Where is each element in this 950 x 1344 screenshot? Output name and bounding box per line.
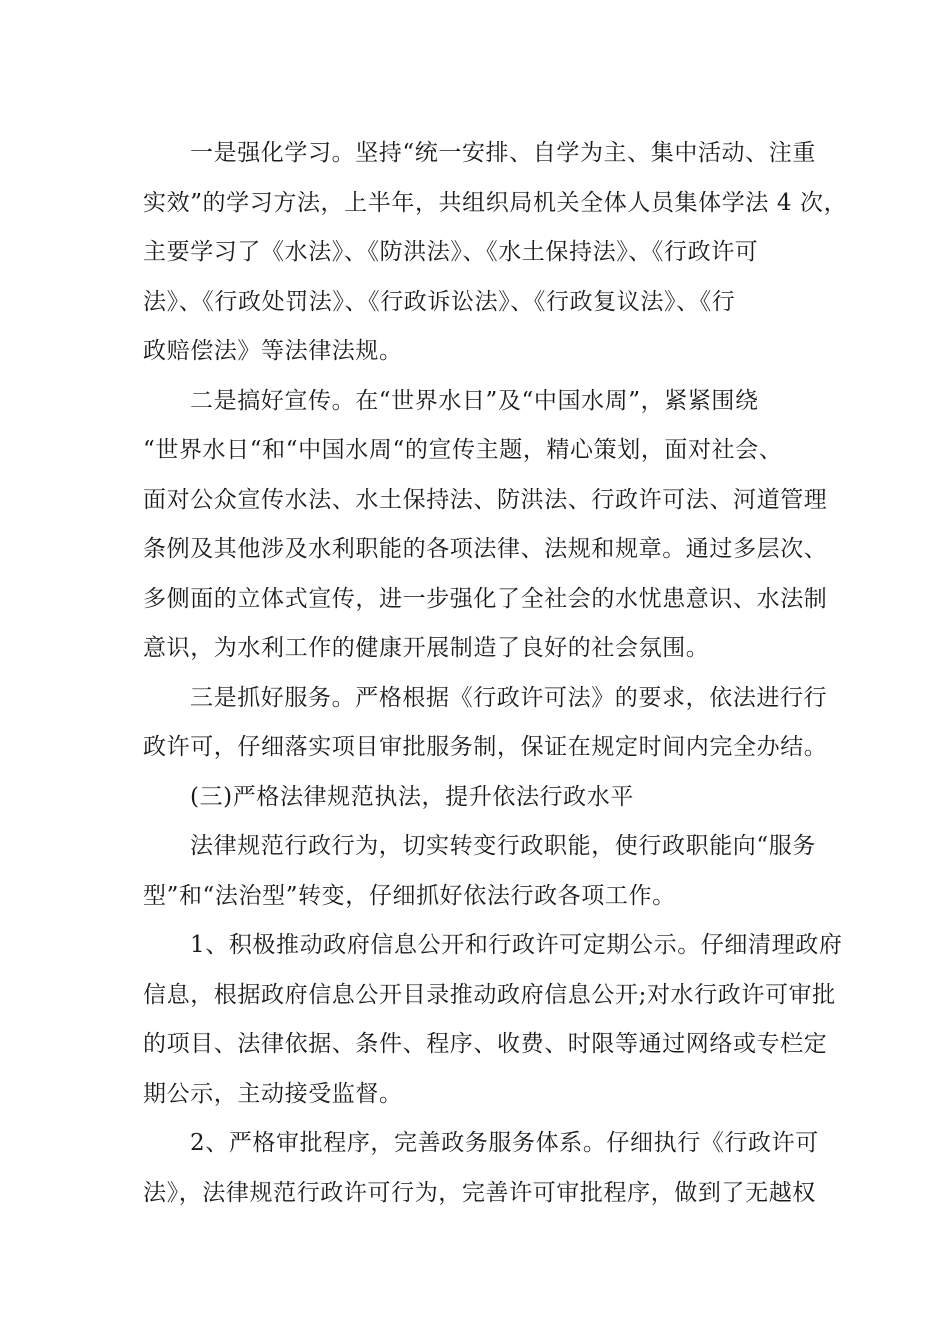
paragraph-2-line-5: 多侧面的立体式宣传，进一步强化了全社会的水忧患意识、水法制	[143, 586, 828, 612]
paragraph-5-line-2: 信息，根据政府信息公开目录推动政府信息公开;对水行政许可审批	[143, 982, 836, 1008]
paragraph-5-line-3: 的项目、法律依据、条件、程序、收费、时限等通过网络或专栏定	[143, 1031, 828, 1057]
paragraph-4-line-1: 法律规范行政行为，切实转变行政职能，使行政职能向“服务	[190, 833, 816, 859]
paragraph-2-line-3: 面对公众宣传水法、水土保持法、防洪法、行政许可法、河道管理	[143, 487, 828, 513]
paragraph-1-line-4: 法》、《行政处罚法》、《行政诉讼法》、《行政复议法》、《行	[143, 289, 736, 315]
paragraph-1-line-2: 实效”的学习方法，上半年，共组织局机关全体人员集体学法 4 次，	[143, 190, 848, 216]
paragraph-3-line-2: 政许可，仔细落实项目审批服务制，保证在规定时间内完全办结。	[143, 734, 828, 760]
paragraph-1-line-1: 一是强化学习。坚持“统一安排、自学为主、集中活动、注重	[190, 140, 816, 166]
paragraph-5-line-4: 期公示，主动接受监督。	[143, 1081, 403, 1107]
paragraph-2-line-4: 条例及其他涉及水利职能的各项法律、法规和规章。通过多层次、	[143, 536, 828, 562]
paragraph-5-line-1: 1、积极推动政府信息公开和行政许可定期公示。仔细清理政府	[190, 932, 843, 958]
paragraph-1-line-5: 政赔偿法》等法律法规。	[143, 338, 403, 364]
section-heading: (三)严格法律规范执法，提升依法行政水平	[190, 784, 634, 810]
paragraph-6-line-1: 2、严格审批程序，完善政务服务体系。仔细执行《行政许可	[190, 1130, 819, 1156]
paragraph-2-line-2: “世界水日“和“中国水周“的宣传主题，精心策划，面对社会、	[143, 437, 783, 463]
paragraph-3-line-1: 三是抓好服务。严格根据《行政许可法》的要求，依法进行行	[190, 685, 828, 711]
paragraph-2-line-1: 二是搞好宣传。在“世界水日”及“中国水周”，紧紧围绕	[190, 388, 759, 414]
paragraph-1-line-3: 主要学习了《水法》、《防洪法》、《水土保持法》、《行政许可	[143, 239, 759, 265]
paragraph-4-line-2: 型”和“法治型”转变，仔细抓好依法行政各项工作。	[143, 883, 676, 909]
paragraph-6-line-2: 法》，法律规范行政许可行为，完善许可审批程序，做到了无越权	[143, 1180, 816, 1206]
paragraph-2-line-6: 意识，为水利工作的健康开展制造了良好的社会氛围。	[143, 635, 710, 661]
